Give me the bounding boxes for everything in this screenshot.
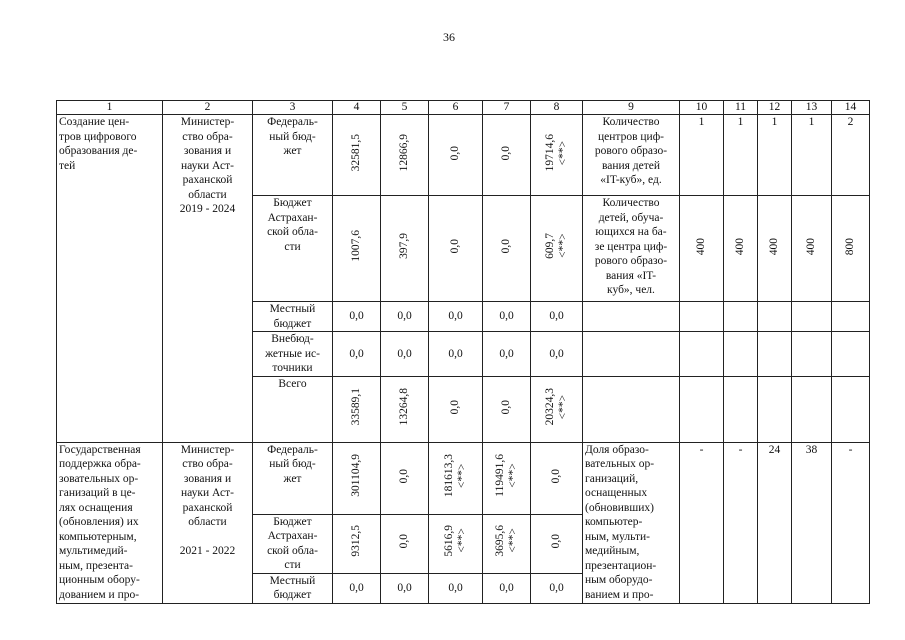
table-row (57, 115, 870, 196)
header-cell: 5 (381, 101, 429, 115)
amount-cell: 12866,9 (398, 134, 410, 172)
amount-cell: 0,0 (531, 573, 583, 603)
funding-source-cell: Всего (253, 376, 333, 442)
empty-cell (724, 302, 758, 332)
empty-cell (583, 332, 680, 377)
amount-cell: 0,0 (381, 332, 429, 377)
amount-cell: 33589,1 (350, 388, 362, 426)
empty-cell (680, 332, 724, 377)
period-text: 2021 - 2022 (179, 544, 236, 557)
event-name-cell: Государственная поддержка обра- зовательных ор- ганизаций в це- лях оснащения (обновления) их компьютерным, мультимедий- ным, презента- ционным обору- дованием и про- (57, 442, 163, 603)
amount-cell: 0,0 (531, 302, 583, 332)
amount-cell: 0,0 (398, 468, 410, 483)
empty-cell (832, 332, 870, 377)
amount-cell: 0,0 (483, 573, 531, 603)
amount-cell: 0,0 (531, 332, 583, 377)
amount-cell: 0,0 (381, 302, 429, 332)
amount-cell: 0,0 (429, 332, 483, 377)
empty-cell (583, 302, 680, 332)
amount-cell: 0,0 (333, 332, 381, 377)
target-cell: 1 (724, 115, 758, 196)
table-row (57, 442, 870, 514)
empty-cell (792, 332, 832, 377)
target-cell: - (724, 442, 758, 603)
header-cell: 13 (792, 101, 832, 115)
empty-cell (758, 332, 792, 377)
amount-cell: 0,0 (381, 573, 429, 603)
funding-source-cell: Местный бюджет (253, 573, 333, 603)
target-cell: 400 (768, 237, 780, 255)
empty-cell (832, 302, 870, 332)
header-cell: 11 (724, 101, 758, 115)
empty-cell (792, 376, 832, 442)
amount-cell: 13264,8 (398, 388, 410, 426)
header-cell: 8 (531, 101, 583, 115)
header-cell: 7 (483, 101, 531, 115)
amount-cell: 181613,3 <**> (442, 454, 468, 498)
header-cell: 3 (253, 101, 333, 115)
amount-cell: 1007,6 (350, 230, 362, 263)
funding-source-cell: Федераль- ный бюд- жет (253, 442, 333, 514)
amount-cell: 19714,6 <**> (543, 134, 569, 172)
empty-cell (724, 332, 758, 377)
target-cell: 400 (805, 237, 817, 255)
amount-cell: 0,0 (429, 302, 483, 332)
header-row (57, 101, 870, 115)
amount-cell: 0,0 (429, 573, 483, 603)
header-cell: 2 (163, 101, 253, 115)
amount-cell: 9312,5 (350, 525, 362, 558)
amount-cell: 0,0 (500, 399, 512, 414)
amount-cell: 0,0 (398, 534, 410, 549)
amount-cell: 0,0 (333, 573, 381, 603)
header-cell: 10 (680, 101, 724, 115)
funding-source-cell: Местный бюджет (253, 302, 333, 332)
empty-cell (758, 302, 792, 332)
funding-source-cell: Бюджет Астрахан- ской обла- сти (253, 196, 333, 302)
amount-cell: 20324,3 <**> (543, 388, 569, 426)
indicator-cell: Доля образо- вательных ор- ганизаций, оснащенных (обновивших) компьютер- ным, мульти- медийным, презентацион- ным оборудо- ванием и про- (583, 442, 680, 603)
empty-cell (832, 376, 870, 442)
amount-cell: 32581,5 (350, 134, 362, 172)
empty-cell (758, 376, 792, 442)
amount-cell: 397,9 (398, 233, 410, 260)
empty-cell (680, 376, 724, 442)
target-cell: 1 (792, 115, 832, 196)
page-number: 36 (443, 30, 455, 44)
program-table (56, 100, 870, 604)
header-cell: 9 (583, 101, 680, 115)
amount-cell: 0,0 (449, 145, 461, 160)
amount-cell: 0,0 (333, 302, 381, 332)
target-cell: 24 (758, 442, 792, 603)
empty-cell (583, 376, 680, 442)
amount-cell: 0,0 (500, 145, 512, 160)
empty-cell (724, 376, 758, 442)
target-cell: 1 (758, 115, 792, 196)
target-cell: 1 (680, 115, 724, 196)
executor-cell: Министер- ство обра- зования и науки Аст- раханской области 2019 - 2024 (163, 115, 253, 443)
amount-cell: 119491,6 <**> (493, 454, 519, 498)
indicator-cell: Количество детей, обуча- ющихся на ба- зе центра циф- рового образо- вания «IT- куб», чел. (583, 196, 680, 302)
executor-text: Министер- ство обра- зования и науки Аст- раханской области (180, 443, 235, 528)
target-cell: - (680, 442, 724, 603)
funding-source-cell: Бюджет Астрахан- ской обла- сти (253, 514, 333, 573)
amount-cell: 0,0 (449, 239, 461, 254)
empty-cell (680, 302, 724, 332)
target-cell: 800 (844, 237, 856, 255)
amount-cell: 0,0 (483, 302, 531, 332)
funding-source-cell: Федераль- ный бюд- жет (253, 115, 333, 196)
target-cell: 2 (832, 115, 870, 196)
header-cell: 12 (758, 101, 792, 115)
amount-cell: 0,0 (500, 239, 512, 254)
header-cell: 14 (832, 101, 870, 115)
indicator-cell: Количество центров циф- рового образо- вания детей «IT-куб», ед. (583, 115, 680, 196)
amount-cell: 3695,6 <**> (493, 525, 519, 558)
header-cell: 6 (429, 101, 483, 115)
header-cell: 1 (57, 101, 163, 115)
empty-cell (792, 302, 832, 332)
executor-cell (163, 442, 253, 603)
target-cell: 400 (734, 237, 746, 255)
amount-cell: 609,7 <**> (543, 233, 569, 260)
event-name-cell: Создание цен- тров цифрового образования де- тей (57, 115, 163, 443)
target-cell: 400 (695, 237, 707, 255)
amount-cell: 301104,9 (350, 454, 362, 498)
amount-cell: 0,0 (550, 468, 562, 483)
amount-cell: 0,0 (483, 332, 531, 377)
amount-cell: 0,0 (449, 399, 461, 414)
header-cell: 4 (333, 101, 381, 115)
funding-source-cell: Внебюд- жетные ис- точники (253, 332, 333, 377)
target-cell: 38 (792, 442, 832, 603)
amount-cell: 0,0 (550, 534, 562, 549)
amount-cell: 5616,9 <**> (442, 525, 468, 558)
target-cell: - (832, 442, 870, 603)
